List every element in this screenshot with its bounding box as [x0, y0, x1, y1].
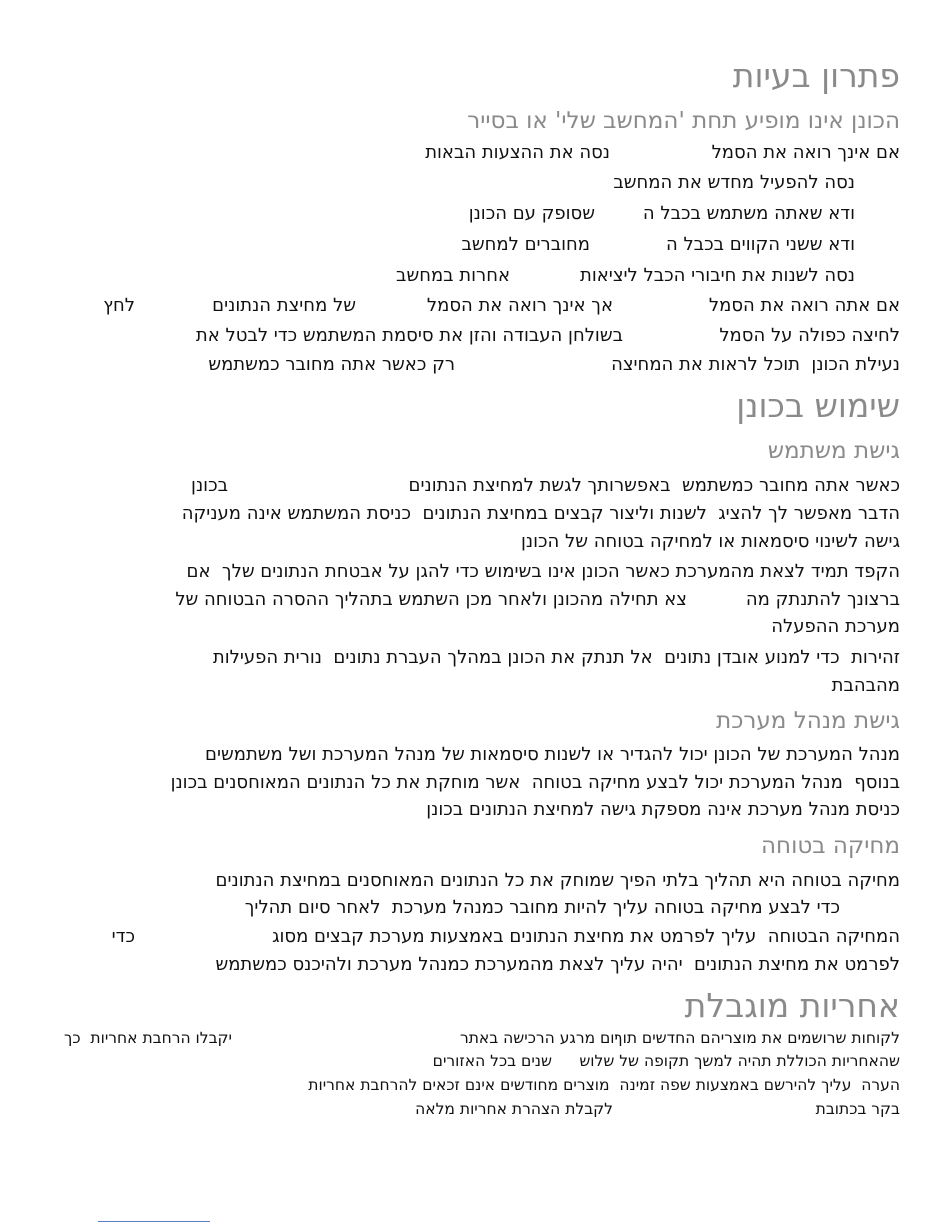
text-line: לחץ [103, 295, 135, 316]
text-line: מחוברים למחשב [461, 234, 590, 255]
user-access-subtitle: גישת משתמש [767, 438, 900, 464]
text-line: נעילת הכונן תוכל לראות את המחיצה [611, 354, 900, 375]
warranty-title: אחריות מוגבלת [684, 986, 900, 1025]
admin-access-subtitle: גישת מנהל מערכת [716, 708, 900, 734]
text-line: מהבהבת [831, 675, 900, 696]
text-line: ודא ששני הקווים בכבל ה [665, 234, 855, 255]
text-line: מערכת ההפעלה [771, 616, 900, 637]
text-line: שנים בכל האזורים [432, 1052, 552, 1070]
text-line: לקבלת הצהרת אחריות מלאה [415, 1100, 613, 1118]
text-line: צא תחילה מהכונן ולאחר מכן השתמש בתהליך ההסרה הבטוחה של [175, 589, 687, 610]
text-line: ברצונך להתנתק מה [745, 589, 900, 610]
text-line: המחיקה הבטוחה עליך לפרמט את מחיצת הנתונים באמצעות מערכת קבצים מסוג [272, 926, 900, 947]
text-line: אם אתה רואה את הסמל [708, 295, 900, 316]
secure-erase-subtitle: מחיקה בטוחה [761, 833, 900, 859]
text-line: הדבר מאפשר לך להציג לשנות וליצור קבצים במחיצת הנתונים כניסת המשתמש אינה מעניקה [181, 503, 900, 524]
text-line: רק כאשר אתה מחובר כמשתמש [208, 354, 455, 375]
text-line: ודא שאתה משתמש בכבל ה [642, 203, 855, 224]
text-line: לחיצה כפולה על הסמל [719, 325, 900, 346]
text-line: אם אינך רואה את הסמל [711, 142, 900, 163]
text-line: כאשר אתה מחובר כמשתמש באפשרותך לגשת למחיצת הנתונים [408, 475, 900, 496]
text-line: יום מרגע הרכישה באתר [459, 1029, 618, 1047]
text-line: לקוחות שרושמים את מוצריהם החדשים תוך [614, 1029, 900, 1047]
text-line: שהאחריות הכוללת תהיה למשך תקופה של שלוש [579, 1052, 900, 1070]
text-line: מנהל המערכת של הכונן יכול להגדיר או לשנות סיסמאות של מנהל המערכת ושל משתמשים [205, 744, 900, 765]
text-line: של מחיצת הנתונים [212, 295, 356, 316]
text-line: אחרות במחשב [396, 265, 510, 286]
text-line: הערה עליך להירשם באמצעות שפה זמינה מוצרים מחודשים אינם זכאים להרחבת אחריות [308, 1076, 900, 1094]
text-line: בנוסף מנהל המערכת יכול לבצע מחיקה בטוחה אשר מוחקת את כל הנתונים המאוחסנים בכונן [170, 772, 900, 793]
text-line: לפרמט את מחיצת הנתונים יהיה עליך לצאת מהמערכת כמנהל מערכת ולהיכנס כמשתמש [215, 954, 900, 975]
text-line: שסופק עם הכונן [468, 203, 595, 224]
text-line: זהירות כדי למנוע אובדן נתונים אל תנתק את הכונן במהלך העברת נתונים נורית הפעילות [212, 647, 900, 668]
text-line: גישה לשינוי סיסמאות או למחיקה בטוחה של הכונן [520, 531, 900, 552]
text-line: יקבלו הרחבת אחריות כך [64, 1029, 232, 1047]
troubleshooting-title: פתרון בעיות [732, 56, 900, 95]
text-line: בקר בכתובת [815, 1100, 900, 1118]
text-line: בשולחן העבודה והזן את סיסמת המשתמש כדי לבטל את [195, 325, 623, 346]
text-line: נסה לשנות את חיבורי הכבל ליציאות [580, 265, 855, 286]
text-line: כדי לבצע מחיקה בטוחה עליך להיות מחובר כמנהל מערכת לאחר סיום תהליך [244, 897, 840, 918]
troubleshooting-subtitle: הכונן אינו מופיע תחת 'המחשב שלי' או בסייר [467, 108, 900, 134]
text-line: בכונן [191, 475, 228, 496]
text-line: כניסת מנהל מערכת אינה מספקת גישה למחיצת הנתונים בכונן [426, 799, 900, 820]
text-line: נסה להפעיל מחדש את המחשב [613, 172, 855, 193]
text-line: מחיקה בטוחה היא תהליך בלתי הפיך שמוחק את כל הנתונים המאוחסנים במחיצת הנתונים [215, 870, 900, 891]
text-line: אך אינך רואה את הסמל [426, 295, 613, 316]
footer-divider [98, 1221, 210, 1222]
text-line: הקפד תמיד לצאת מהמערכת כאשר הכונן אינו בשימוש כדי להגן על אבטחת הנתונים שלך אם [186, 561, 900, 582]
usage-title: שימוש בכונן [736, 386, 900, 425]
text-line: כדי [111, 926, 135, 947]
text-line: נסה את ההצעות הבאות [425, 142, 610, 163]
